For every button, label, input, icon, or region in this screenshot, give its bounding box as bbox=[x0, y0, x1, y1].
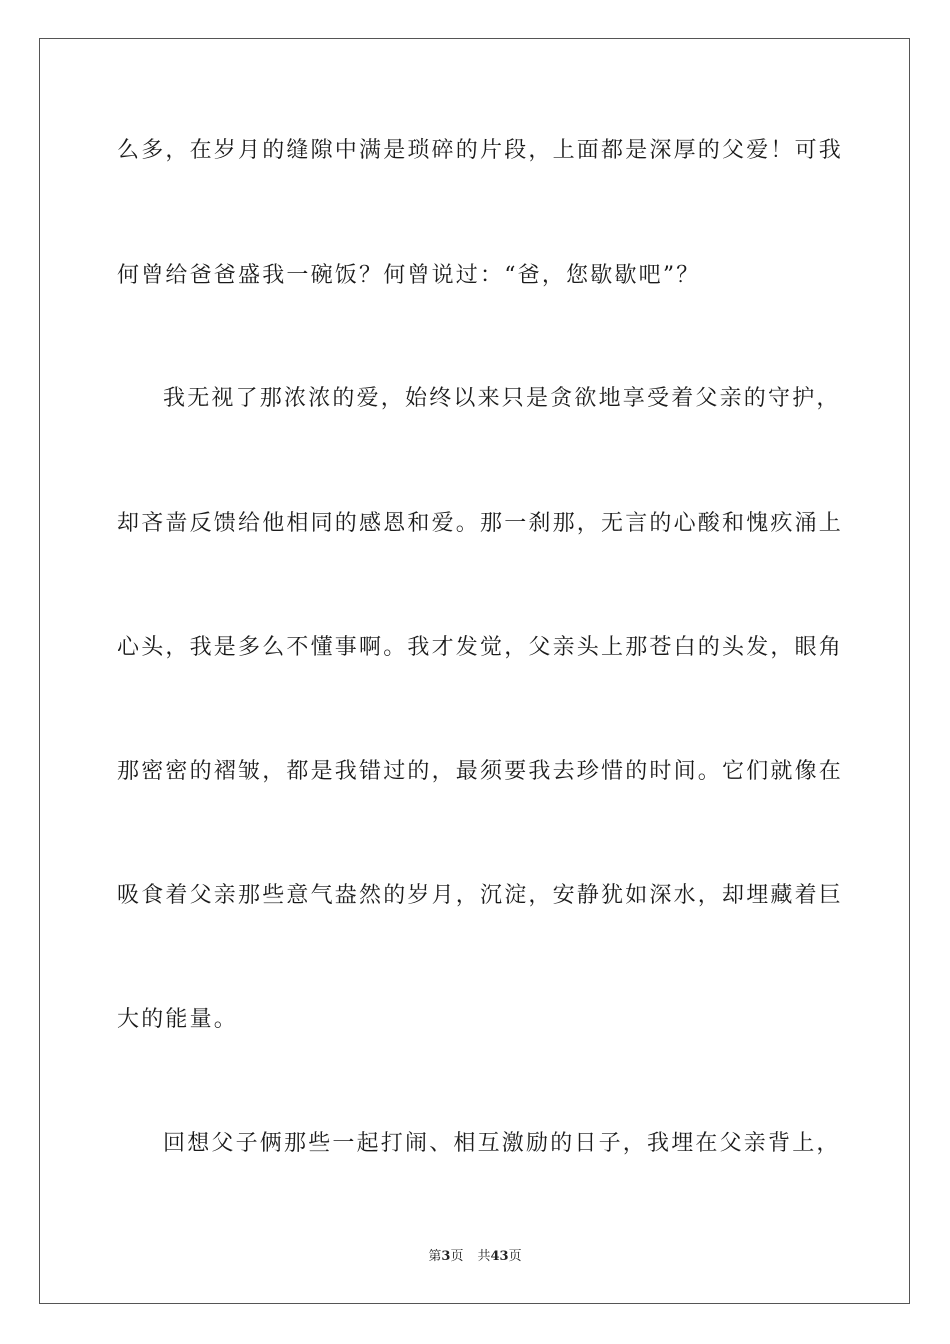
page-prefix: 第 bbox=[428, 1249, 442, 1264]
text-line: 何曾给爸爸盛我一碗饭？何曾说过：“爸，您歇歇吧”？ bbox=[117, 263, 701, 288]
total-pages: 43 bbox=[490, 1249, 509, 1264]
page-number: 3 bbox=[441, 1249, 451, 1264]
page-suffix: 页 bbox=[450, 1249, 464, 1264]
text-line: 吸食着父亲那些意气盎然的岁月，沉淀，安静犹如深水，却埋藏着巨 bbox=[117, 883, 844, 908]
page-border bbox=[39, 38, 910, 1304]
text-line: 那密密的褶皱，都是我错过的，最须要我去珍惜的时间。它们就像在 bbox=[117, 759, 844, 784]
text-line: 大的能量。 bbox=[117, 1007, 239, 1032]
total-prefix: 共 bbox=[477, 1249, 491, 1264]
total-suffix: 页 bbox=[508, 1249, 522, 1264]
text-line: 却吝啬反馈给他相同的感恩和爱。那一刹那，无言的心酸和愧疚涌上 bbox=[117, 511, 844, 536]
text-line: 么多，在岁月的缝隙中满是琐碎的片段，上面都是深厚的父爱！可我 bbox=[117, 138, 844, 163]
paragraph-start-line: 回想父子俩那些一起打闹、相互激励的日子，我埋在父亲背上， bbox=[163, 1131, 841, 1156]
text-line: 心头，我是多么不懂事啊。我才发觉，父亲头上那苍白的头发，眼角 bbox=[117, 635, 844, 660]
paragraph-start-line: 我无视了那浓浓的爱，始终以来只是贪欲地享受着父亲的守护， bbox=[163, 386, 841, 411]
page-footer bbox=[0, 1248, 950, 1266]
